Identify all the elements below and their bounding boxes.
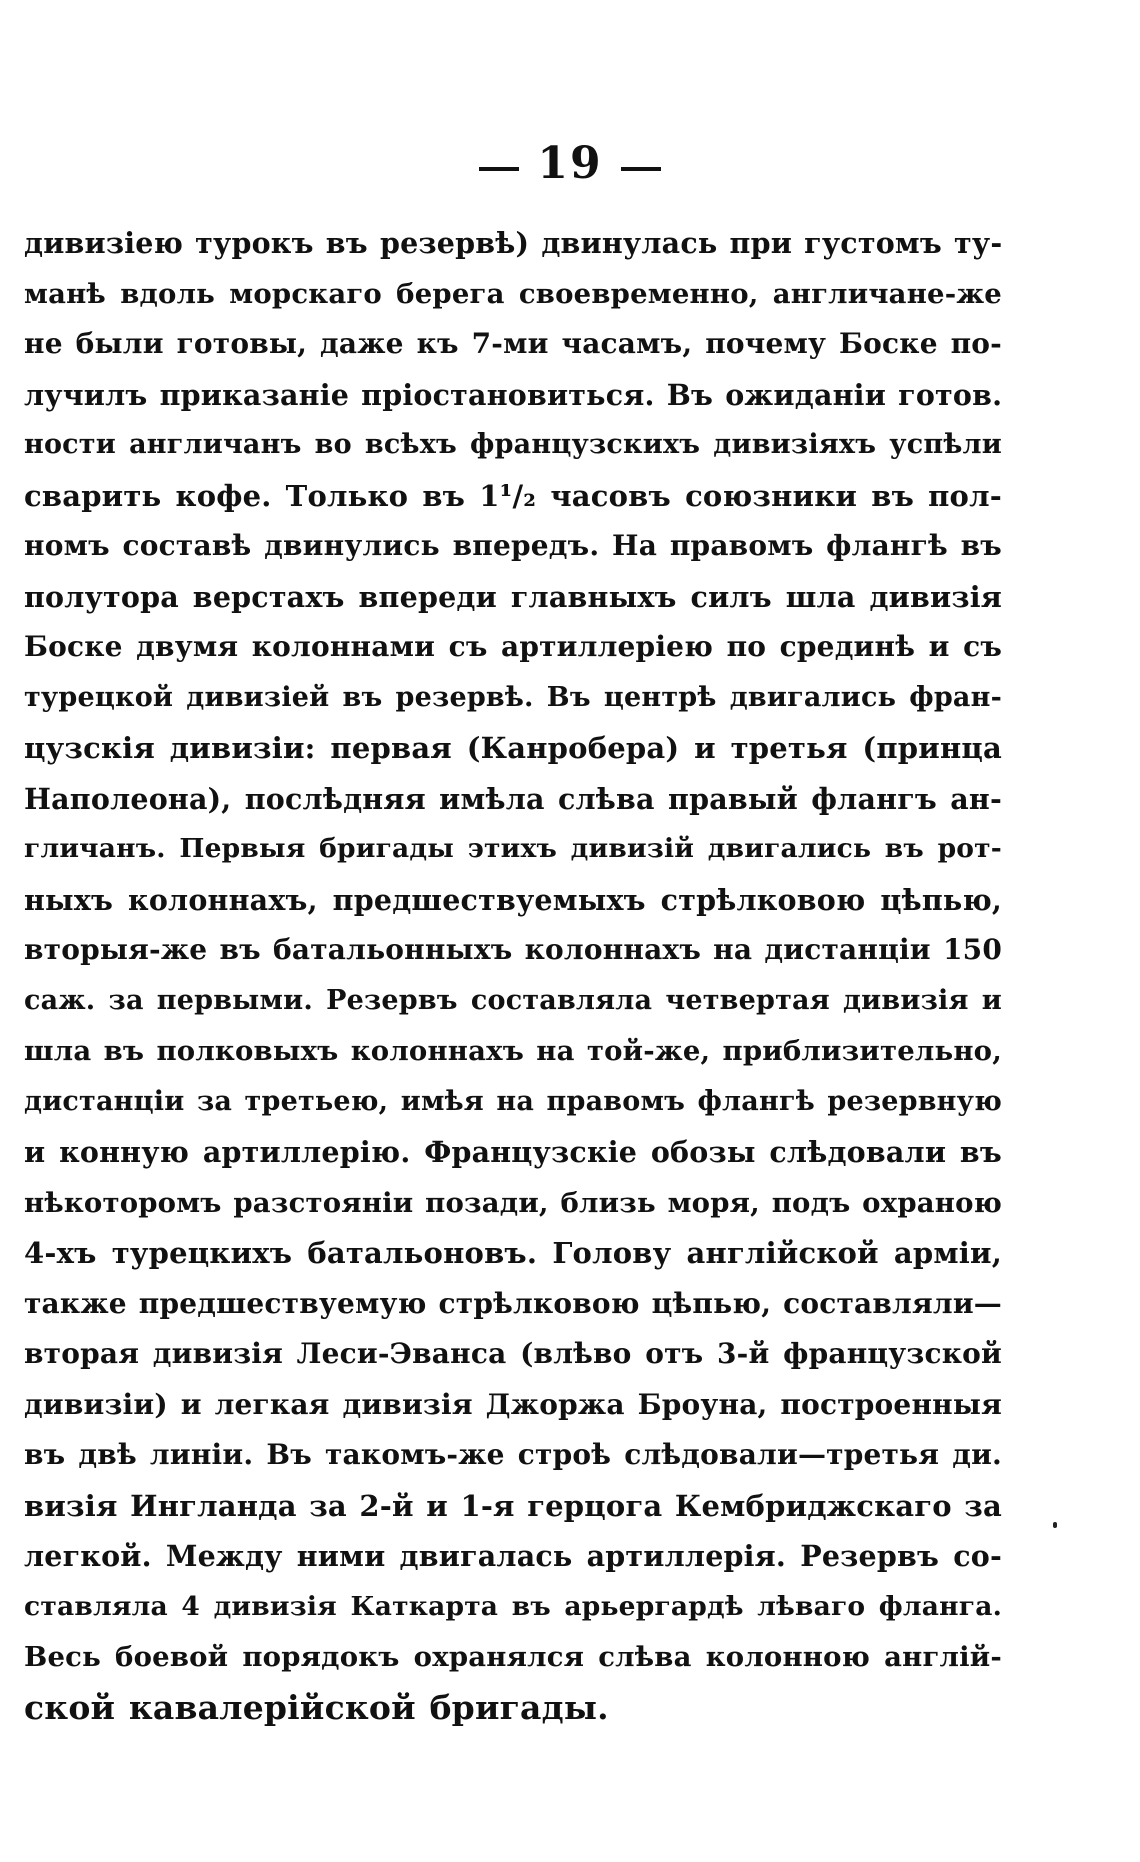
text-line: шла въ полковыхъ колоннахъ на той-же, приблизительно, xyxy=(24,1035,1002,1067)
text-line: дистанціи за третьею, имѣя на правомъ флангѣ резервную xyxy=(24,1085,1002,1117)
text-line: манѣ вдоль морскаго берега своевременно, англичане-же xyxy=(24,277,1002,310)
text-line: ставляла 4 дивизія Каткарта въ арьергардѣ лѣваго фланга. xyxy=(24,1590,1002,1622)
page-number-left-dash xyxy=(479,167,519,171)
text-line: турецкой дивизіей въ резервѣ. Въ центрѣ двигались фран- xyxy=(24,681,1002,713)
text-line: дивизіи) и легкая дивизія Джоржа Броуна, построенныя xyxy=(24,1387,1002,1421)
text-line: полутора верстахъ впереди главныхъ силъ шла дивизія xyxy=(24,579,1002,614)
text-line: визія Ингланда за 2-й и 1-я герцога Кембриджскаго за xyxy=(24,1488,1002,1523)
text-line: нѣкоторомъ разстояніи позади, близь моря, подъ охраною xyxy=(24,1186,1002,1219)
text-line: дивизіею турокъ въ резервѣ) двинулась при густомъ ту- xyxy=(24,226,1002,260)
text-line: саж. за первыми. Резервъ составляла четвертая дивизія и xyxy=(24,984,1002,1016)
text-line: вторыя-же въ батальонныхъ колоннахъ на дистанціи 150 xyxy=(24,933,1002,966)
text-line: въ двѣ линіи. Въ такомъ-же строѣ слѣдовали—третья ди. xyxy=(24,1438,1002,1471)
text-line: номъ составѣ двинулись впередъ. На правомъ флангѣ въ xyxy=(24,529,1002,562)
text-line: ныхъ колоннахъ, предшествуемыхъ стрѣлковою цѣпью, xyxy=(24,882,1002,917)
page-number xyxy=(0,138,1140,189)
text-line: вторая дивизія Леси-Эванса (влѣво отъ 3-й французской xyxy=(24,1337,1002,1370)
text-line: не были готовы, даже къ 7-ми часамъ, почему Боске по- xyxy=(24,327,1002,360)
text-line: 4-хъ турецкихъ батальоновъ. Голову англійской арміи, xyxy=(24,1236,1002,1270)
text-line: ности англичанъ во всѣхъ французскихъ дивизіяхъ успѣли xyxy=(24,429,1002,460)
text-line: также предшествуемую стрѣлковою цѣпью, составляли— xyxy=(24,1286,1002,1320)
page-number-value: 19 xyxy=(537,138,603,189)
text-line: цузскія дивизіи: первая (Канробера) и третья (принца xyxy=(24,731,1002,765)
text-line: и конную артиллерію. Французскіе обозы слѣдовали въ xyxy=(24,1135,1002,1169)
text-line: лучилъ приказаніе пріостановиться. Въ ожиданіи готов. xyxy=(24,377,1002,412)
text-line: сварить кофе. Только въ 1¹/₂ часовъ союзники въ пол- xyxy=(24,478,1002,513)
text-line: Весь боевой порядокъ охранялся слѣва колонною англій- xyxy=(24,1641,1002,1673)
text-line: Наполеона), послѣдняя имѣла слѣва правый флангъ ан- xyxy=(24,781,1002,816)
text-line-last: ской кавалерійской бригады. xyxy=(24,1687,609,1727)
ink-speck xyxy=(1053,1522,1057,1528)
page-text xyxy=(24,218,1002,1733)
text-line: гличанъ. Первыя бригады этихъ дивизій двигались въ рот- xyxy=(24,833,1002,864)
text-line: легкой. Между ними двигалась артиллерія. Резервъ со- xyxy=(24,1539,1002,1573)
text-line: Боске двумя колоннами съ артиллеріею по срединѣ и съ xyxy=(24,630,1002,663)
page-number-right-dash xyxy=(621,167,661,171)
